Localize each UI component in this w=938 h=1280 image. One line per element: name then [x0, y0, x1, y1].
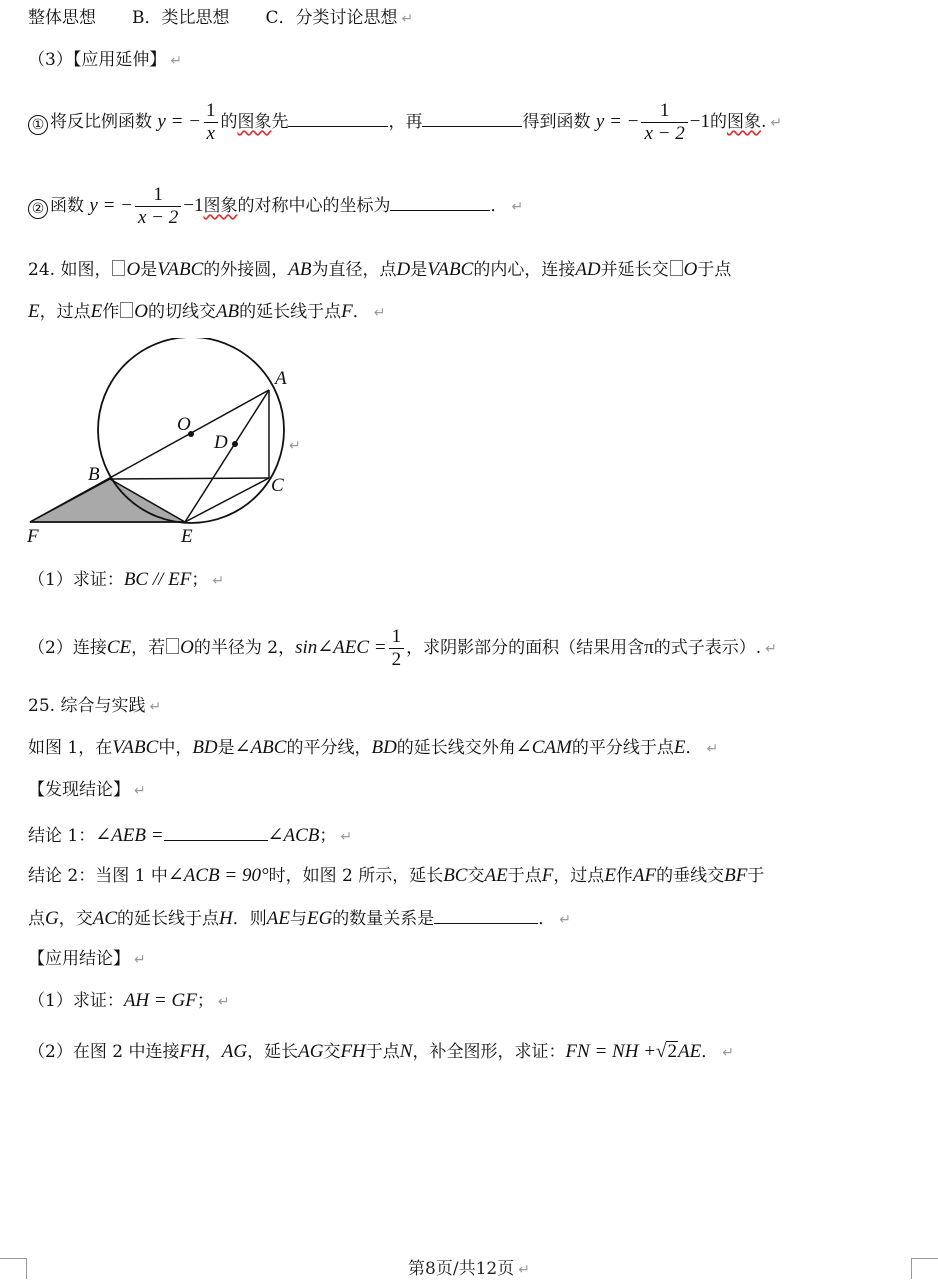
option-b-text: B．类比思想 — [132, 8, 230, 28]
denominator: x − 2 — [135, 206, 181, 229]
math: ∠CAM — [515, 737, 572, 758]
options-line — [28, 6, 413, 31]
return-mark: ↵ — [706, 741, 719, 757]
question-3-2 — [28, 184, 523, 229]
answer-blank[interactable] — [422, 108, 522, 127]
conclusion-1 — [28, 822, 352, 849]
text: 图象 — [203, 196, 238, 216]
label-e: E — [181, 526, 193, 547]
math: ∠ACB — [267, 825, 320, 846]
text: 将反比例函数 — [50, 112, 152, 132]
math: O — [683, 259, 698, 280]
line-ae — [185, 390, 269, 522]
text: 【发现结论】 — [28, 780, 130, 800]
fraction — [135, 184, 181, 229]
math: FH — [340, 1041, 366, 1062]
text: ，求阴影部分的面积（结果用含 — [406, 638, 645, 658]
denominator: 2 — [389, 648, 405, 671]
circle-symbol-box — [120, 302, 133, 318]
text: ． — [490, 196, 508, 216]
numerator: 1 — [205, 100, 216, 121]
text: ； — [196, 991, 214, 1011]
conclusion-2-line-2 — [28, 905, 571, 932]
text: 如图 1，在 — [28, 738, 113, 758]
math: AB — [215, 301, 240, 322]
return-mark: ↵ — [559, 912, 572, 928]
text: 于点 — [365, 1042, 400, 1062]
circled-number: ① — [28, 115, 48, 135]
option-c-text: C．分类讨论思想 — [265, 8, 398, 28]
math: O — [134, 301, 148, 322]
return-mark: ↵ — [770, 115, 783, 131]
math: AE — [266, 908, 290, 929]
shaded-region — [30, 479, 185, 522]
text: 24. 如图， — [28, 260, 112, 280]
return-mark: ↵ — [134, 783, 146, 799]
text: ，再 — [388, 112, 423, 132]
point-d — [232, 441, 238, 447]
math: ∠ABC — [234, 737, 287, 758]
line-bc — [110, 478, 269, 479]
text: ，若 — [131, 638, 166, 658]
text: 点 — [28, 909, 45, 929]
text: ． — [352, 302, 370, 322]
section-heading — [28, 48, 182, 73]
text: 的 — [220, 112, 238, 132]
text: 是 — [140, 260, 158, 280]
text: 交 — [323, 1042, 341, 1062]
circle-o — [98, 338, 284, 523]
math: y = − — [89, 195, 133, 216]
text: 的对称中心的坐标为 — [237, 196, 391, 216]
conclusion-2-line-1 — [28, 864, 764, 888]
application-part-1 — [28, 989, 230, 1014]
text: 时，如图 2 所示，延长 — [268, 866, 444, 886]
label-b: B — [88, 464, 100, 485]
text: 得到函数 — [522, 112, 591, 132]
math: BD — [192, 737, 218, 758]
math: AC — [92, 908, 118, 929]
application-heading — [28, 947, 146, 972]
math: sin∠AEC = — [295, 637, 387, 658]
text: ． — [701, 1042, 719, 1062]
question-24-stem-1 — [28, 258, 731, 282]
text: 为直径，点 — [311, 260, 397, 280]
question-24-part-2 — [28, 626, 777, 671]
math: BC — [443, 865, 468, 886]
math: −1 — [183, 195, 204, 216]
math: E — [90, 301, 103, 322]
heading-text: （3）【应用延伸】 — [28, 50, 167, 70]
return-mark: ↵ — [401, 11, 414, 27]
math: BD — [371, 737, 397, 758]
circle-symbol-box — [670, 260, 683, 276]
option-a-text: 整体思想 — [28, 8, 96, 28]
question-25-stem — [28, 736, 718, 761]
label-f: F — [27, 526, 39, 547]
text: ． — [538, 909, 556, 929]
math: F — [341, 301, 353, 322]
return-mark: ↵ — [217, 994, 230, 1010]
text: ． — [685, 738, 703, 758]
fraction — [203, 100, 219, 145]
text: 的垂线交 — [656, 866, 725, 886]
text: 的内心，连接 — [473, 260, 576, 280]
text: 于点 — [697, 260, 732, 280]
return-mark: ↵ — [518, 1262, 530, 1278]
text: 的数量关系是 — [332, 909, 435, 929]
text: 25. 综合与实践 — [28, 696, 146, 716]
text: 是 — [410, 260, 428, 280]
text: 结论 1： — [28, 826, 96, 846]
math: AG — [221, 1041, 248, 1062]
answer-blank[interactable] — [164, 822, 268, 841]
text: 交 — [467, 866, 485, 886]
text: （2）连接 — [28, 638, 107, 658]
text: ，过点 — [553, 866, 605, 886]
math: AF — [632, 865, 657, 886]
text: 并延长交 — [600, 260, 669, 280]
page-number: 第8页/共12页 — [408, 1259, 515, 1279]
return-mark: ↵ — [289, 438, 301, 454]
math: y = − — [595, 111, 640, 132]
math: E — [28, 301, 40, 322]
math: ∠ACB = 90° — [167, 865, 269, 886]
text: 的外接圆， — [203, 260, 289, 280]
text: 于 — [747, 866, 765, 886]
text: 先 — [271, 112, 289, 132]
math: O — [126, 259, 141, 280]
math: O — [180, 637, 194, 658]
math: E — [673, 737, 686, 758]
math: EG — [306, 908, 333, 929]
fraction — [641, 100, 687, 145]
math: AB — [288, 259, 312, 280]
text: ，补全图形，求证： — [412, 1042, 566, 1062]
text: 的延长线于点 — [117, 909, 220, 929]
page-footer — [0, 1254, 938, 1279]
math: E — [604, 865, 616, 886]
text: 的平分线于点 — [571, 738, 674, 758]
text: 作 — [102, 302, 120, 322]
text: 图象 — [726, 112, 761, 132]
text: 的 — [709, 112, 727, 132]
return-mark: ↵ — [149, 699, 162, 715]
text: 的切线交 — [147, 302, 216, 322]
return-mark: ↵ — [511, 199, 524, 215]
return-mark: ↵ — [722, 1045, 734, 1061]
text: （1）求证： — [28, 991, 124, 1011]
circle-symbol-box — [166, 638, 179, 654]
math: AD — [575, 259, 601, 280]
text: 作 — [615, 866, 633, 886]
math: H — [219, 908, 233, 929]
math: F — [541, 865, 554, 886]
text: ，延长 — [247, 1042, 299, 1062]
text: ， — [204, 1042, 222, 1062]
geometry-figure — [25, 338, 315, 550]
math: VABC — [427, 259, 474, 280]
question-3-1 — [28, 100, 782, 145]
numerator: 1 — [153, 184, 163, 205]
math: CE — [106, 637, 132, 658]
label-o: O — [177, 414, 191, 435]
return-mark: ↵ — [765, 641, 777, 657]
text: 图象 — [237, 112, 272, 132]
circle-symbol-box — [112, 260, 125, 276]
text: ．则 — [232, 909, 267, 929]
math: G — [45, 908, 59, 929]
text: ； — [191, 570, 209, 590]
application-part-2 — [28, 1040, 734, 1065]
math: AE — [484, 865, 508, 886]
label-c: C — [271, 475, 284, 496]
math: y = − — [157, 111, 201, 132]
return-mark: ↵ — [373, 305, 386, 321]
return-mark: ↵ — [340, 829, 353, 845]
text: 中， — [158, 738, 193, 758]
question-24-part-1 — [28, 568, 224, 593]
text: . — [760, 112, 767, 132]
denominator: x − 2 — [641, 122, 687, 145]
text: 的平分线， — [286, 738, 372, 758]
math: AG — [298, 1041, 324, 1062]
text: 结论 2：当图 1 中 — [28, 866, 168, 886]
math: AH = GF — [123, 990, 197, 1011]
return-mark: ↵ — [212, 573, 225, 589]
text: 是 — [217, 738, 235, 758]
numerator: 1 — [391, 626, 402, 647]
math: N — [399, 1041, 413, 1062]
math: VABC — [157, 259, 204, 280]
math: VABC — [112, 737, 159, 758]
math: π — [644, 637, 654, 658]
text: 的式子表示）. — [653, 638, 762, 658]
math: BF — [724, 865, 748, 886]
question-24-stem-2 — [28, 300, 386, 325]
text: 函数 — [50, 196, 84, 216]
math: D — [396, 259, 411, 280]
answer-blank[interactable] — [390, 192, 490, 211]
math: FH — [179, 1041, 205, 1062]
math: ∠AEB = — [95, 825, 164, 846]
text: 的延长线于点 — [239, 302, 342, 322]
circled-number: ② — [28, 199, 48, 219]
text: ； — [319, 826, 337, 846]
math: 2 — [667, 1041, 677, 1062]
math: AE — [677, 1041, 702, 1062]
text: 的半径为 2， — [193, 638, 296, 658]
text: （2）在图 2 中连接 — [28, 1042, 180, 1062]
text: ，交 — [58, 909, 93, 929]
denominator: x — [204, 122, 218, 145]
text: （1）求证： — [28, 570, 124, 590]
math: BC // EF — [123, 569, 192, 590]
return-mark: ↵ — [134, 952, 146, 968]
label-a: A — [275, 368, 287, 389]
answer-blank[interactable] — [288, 108, 388, 127]
return-mark: ↵ — [170, 53, 183, 69]
sqrt-symbol: √ — [656, 1041, 667, 1062]
text: 与 — [289, 909, 307, 929]
text: 的延长线交外角 — [396, 738, 516, 758]
fraction — [389, 626, 405, 671]
label-d: D — [214, 432, 228, 453]
text: 于点 — [507, 866, 542, 886]
discovery-heading — [28, 778, 146, 803]
math: −1 — [689, 111, 710, 132]
text: ，过点 — [39, 302, 91, 322]
math: FN = NH + — [565, 1041, 657, 1062]
text: 【应用结论】 — [28, 949, 130, 969]
answer-blank[interactable] — [434, 905, 538, 924]
question-25-title — [28, 694, 161, 719]
numerator: 1 — [659, 100, 670, 121]
